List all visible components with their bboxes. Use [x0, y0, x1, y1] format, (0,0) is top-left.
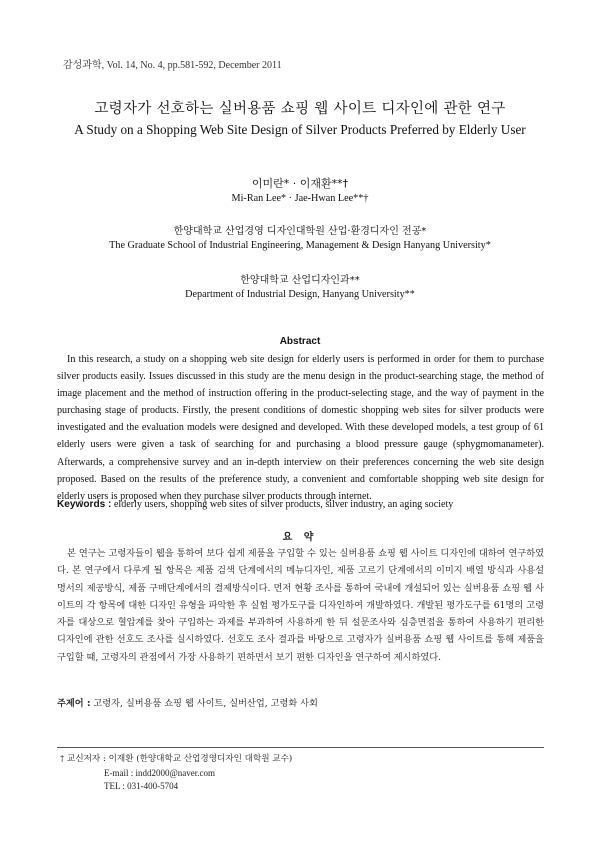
affiliation-1-korean: 한양대학교 산업경영 디자인대학원 산업·환경디자인 전공*	[173, 226, 427, 237]
abstract-heading: Abstract	[279, 336, 321, 347]
summary-keywords	[57, 695, 547, 709]
footnote-tel: TEL : 031-400-5704	[104, 781, 179, 791]
footnote-email: E-mail : indd2000@naver.com	[104, 767, 216, 778]
footnote-divider	[57, 747, 544, 748]
keywords	[57, 499, 547, 510]
title-korean: 고령자가 선호하는 실버용품 쇼핑 웹 사이트 디자인에 관한 연구	[94, 101, 506, 117]
footnote	[60, 753, 292, 794]
summary-keywords-label: 주제어 :	[57, 698, 91, 709]
keywords-text: elderly users, shopping web sites of silver products, silver industry, an aging society	[111, 499, 454, 510]
summary-heading: 요 약	[282, 532, 318, 543]
authors-korean: 이미란* · 이재환**†	[251, 177, 349, 190]
affiliation-1-english: The Graduate School of Industrial Engineering, Management & Design Hanyang University*	[109, 240, 491, 251]
title-english: A Study on a Shopping Web Site Design of Silver Products Preferred by Elderly User	[74, 122, 526, 137]
authors-english: Mi-Ran Lee* · Jae-Hwan Lee**†	[231, 193, 369, 204]
running-head: 감성과학, Vol. 14, No. 4, pp.581-592, December 2011	[63, 60, 282, 71]
affiliation-2-english: Department of Industrial Design, Hanyang University**	[185, 289, 415, 300]
keywords-label: Keywords :	[57, 499, 112, 510]
summary-keywords-text: 고령자, 실버용품 쇼핑 웹 사이트, 실버산업, 고령화 사회	[90, 698, 318, 709]
footnote-corresponding-author: † 교신저자 : 이재환 (한양대학교 산업경영디자인 대학원 교수)	[60, 754, 293, 764]
summary-body: 본 연구는 고령자들이 웹을 통하여 보다 쉽게 제품을 구입할 수 있는 실버용품 쇼핑 웹 사이트 디자인에 대하여 연구하였다. 본 연구에서 다루게 될 항목은 제품 검색 단계에서의 메뉴디자인, 제품 고르기 단계에서의 이미지 배열 방식과 사용설명서의 제공방식, 제품 구매단계에서의 결제방식이다. 먼저 현황 조사를 통하여 국내에 개설되어 있는 실버용품 쇼핑 웹 사이트의 각 항목에 대한 디자인 유형을 파악한 후 실험 평가도구를 디자인하여 개발하였다. 개발된 평가도구를 61명의 고령자를 대상으로 혈압계를 찾아 구입하는 과제를 부과하여 사용하게 한 뒤 설문조사와 심층면접을 통하여 사용하기 편리한 디자인에 관한 선호도 조사를 실시하였다. 선호도 조사 결과를 바탕으로 고령자가 실버용품 쇼핑 웹 사이트를 통해 제품을 구입할 때, 고령자의 관점에서 가장 사용하기 편하면서 보기 편한 디자인을 연구하여 제시하였다.	[57, 548, 544, 663]
abstract-body: In this research, a study on a shopping web site design for elderly users is performed in order for them to purchase silver products easily. Issues discussed in this study are the menu design in the product-searching stage, the method of image placement and the method of instruction offering in the product-selecting stage, and the way of payment in the purchasing stage of products. Firstly, the present conditions of domestic shopping web sites for silver products were investigated and the evaluation models were designed and developed. With these developed models, a test group of 61 elderly users were given a task of searching for and purchasing a blood pressure gauge (sphygmomanameter). Afterwards, a comprehensive survey and an in-depth interview on their preferences concerning the web site design proposed. Based on the results of the preference study, a convenient and comfortable shopping web site design for elderly users is proposed when they purchase silver products through internet.	[57, 354, 544, 502]
affiliation-2-korean: 한양대학교 산업디자인과**	[240, 275, 360, 286]
